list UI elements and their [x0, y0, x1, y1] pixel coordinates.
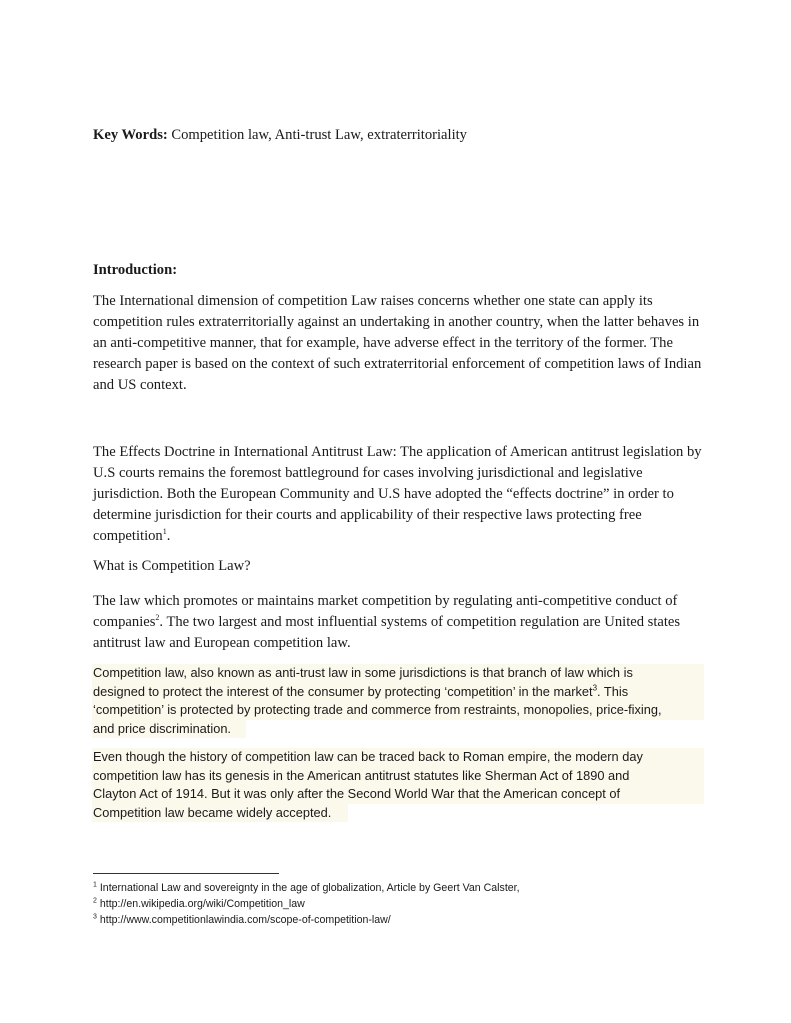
- highlight1-line3: ‘competition’ is protected by protecting trade and commerce from restraints, monopolies, price-fixing,: [92, 701, 704, 720]
- effects-doctrine-paragraph: [93, 442, 703, 547]
- introduction-paragraph: The International dimension of competition Law raises concerns whether one state can apply its competition rules extraterritorially against an undertaking in another country, when the latter behaves in an anti-competitive manner, that for example, have adverse effect in the territory of the former. The research paper is based on the context of such extraterritorial enforcement of competition laws of Indian and US context.: [93, 293, 702, 393]
- footnote-3-number: 3: [93, 913, 97, 921]
- highlight1-line2-text: designed to protect the interest of the consumer by protecting ‘competition’ in the market: [93, 683, 593, 699]
- highlight1-line2: [92, 683, 704, 702]
- footnote-3-link[interactable]: http://www.competitionlawindia.com/scope-of-competition-law/: [99, 914, 391, 926]
- footnote-3: [93, 913, 391, 928]
- highlight2-line4: Competition law became widely accepted.: [92, 804, 348, 823]
- highlighted-paragraph-1: [92, 664, 704, 738]
- footnote-1: [93, 881, 520, 896]
- highlighted-paragraph-2: [92, 748, 704, 822]
- highlight2-line1: Even though the history of competition law can be traced back to Roman empire, the modern day: [92, 748, 704, 767]
- footnote-1-number: 1: [93, 881, 97, 889]
- law-paragraph-part2: . The two largest and most influential systems of competition regulation are United states antitrust law and European competition law.: [93, 614, 681, 651]
- highlight1-line1: Competition law, also known as anti-trust law in some jurisdictions is that branch of law which is: [92, 664, 704, 683]
- highlight1-line2-end: . This: [597, 683, 629, 699]
- keywords-label: Key Words:: [93, 127, 168, 143]
- footnote-2-link[interactable]: http://en.wikipedia.org/wiki/Competition_law: [99, 898, 305, 910]
- effects-doctrine-text: The Effects Doctrine in International Antitrust Law: The application of American antitrust legislation by U.S courts remains the foremost battleground for cases involving jurisdictional and legislative jurisdiction. Both the European Community and U.S have adopted the “effects doctrine” in order to determine jurisdiction for their courts and applicability of their respective laws protecting free competition: [93, 444, 702, 544]
- highlight1-line4: and price discrimination.: [92, 720, 246, 739]
- footnote-1-text: International Law and sovereignty in the age of globalization, Article by Geert Van Calster,: [99, 882, 520, 894]
- footnote-2-number: 2: [93, 897, 97, 905]
- highlight2-line3: Clayton Act of 1914. But it was only after the Second World War that the American concept of: [92, 785, 704, 804]
- law-paragraph-part1: The law which promotes or maintains market competition by regulating anti-competitive conduct of companies: [93, 593, 678, 630]
- what-is-heading: What is Competition Law?: [93, 558, 251, 574]
- effects-doctrine-end: .: [166, 528, 171, 544]
- introduction-heading: [93, 260, 703, 281]
- introduction-heading-text: Introduction:: [93, 262, 178, 278]
- keywords-text: Competition law, Anti-trust Law, extraterritoriality: [167, 127, 467, 143]
- footnote-ref-3: 3: [592, 683, 598, 693]
- footnote-ref-2: 2: [155, 613, 160, 623]
- footnote-ref-1: 1: [162, 527, 167, 537]
- highlight2-line2: competition law has its genesis in the American antitrust statutes like Sherman Act of 1890 and: [92, 767, 704, 786]
- footnote-2: [93, 897, 305, 912]
- footnote-divider: [93, 873, 279, 874]
- keywords-line: [93, 125, 703, 146]
- law-paragraph: [93, 591, 703, 654]
